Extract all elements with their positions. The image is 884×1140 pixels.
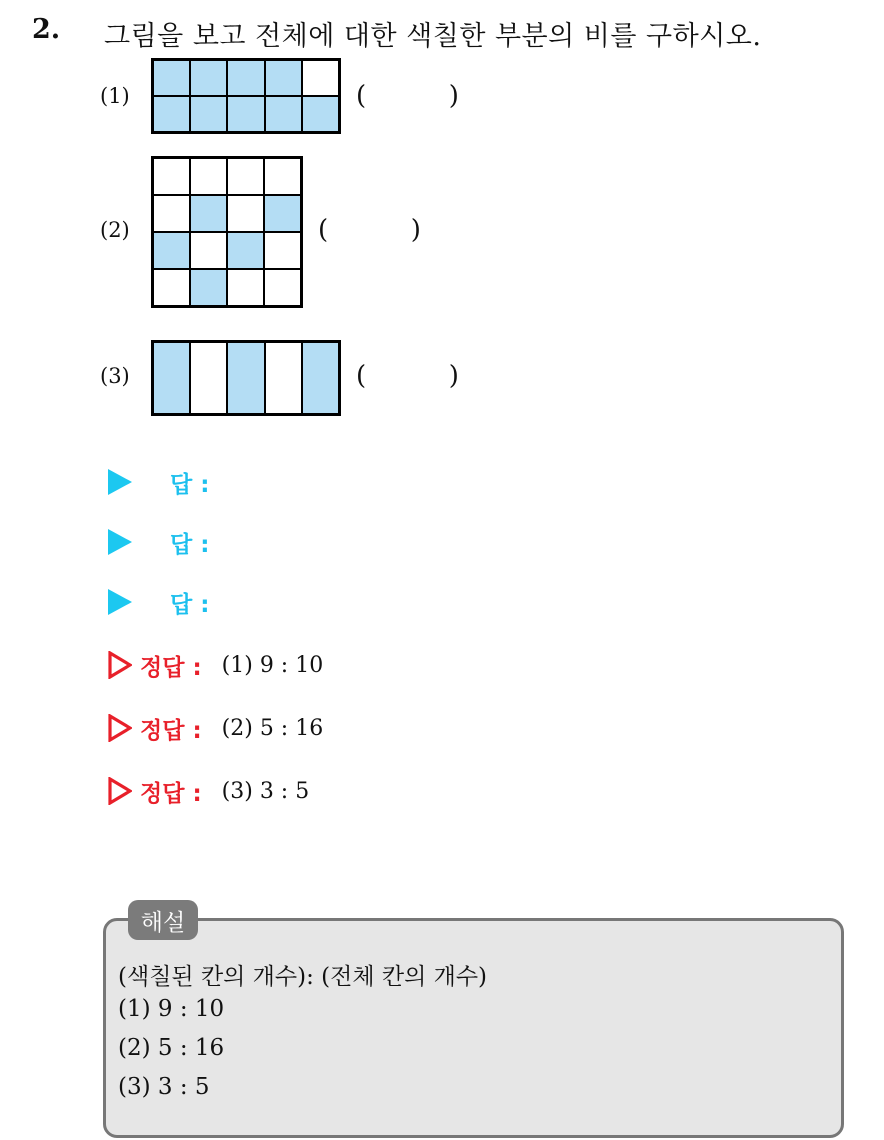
shaded-cell bbox=[227, 60, 264, 96]
question-number: 2. bbox=[32, 14, 61, 45]
explanation-tab: 해설 bbox=[128, 900, 198, 940]
shaded-cell bbox=[227, 342, 264, 414]
problem-3-answer-blank: ( ) bbox=[356, 361, 459, 391]
solution-value: (3) 3 : 5 bbox=[221, 778, 310, 804]
empty-cell bbox=[264, 232, 301, 269]
solution-value: (2) 5 : 16 bbox=[221, 715, 324, 741]
shaded-cell bbox=[190, 195, 227, 232]
explanation-line-1: (색칠된 칸의 개수): (전체 칸의 개수) bbox=[118, 964, 488, 990]
solution-label: 정답 : bbox=[140, 654, 202, 681]
solution-label: 정답 : bbox=[140, 717, 202, 744]
shaded-cell bbox=[153, 96, 190, 132]
explanation-line-3: (2) 5 : 16 bbox=[118, 1035, 225, 1061]
shaded-cell bbox=[190, 269, 227, 306]
problem-1-answer-blank: ( ) bbox=[356, 81, 459, 111]
empty-cell bbox=[153, 269, 190, 306]
answer-label: 답 : bbox=[170, 591, 210, 618]
explanation-line-4: (3) 3 : 5 bbox=[118, 1074, 210, 1100]
empty-cell bbox=[264, 158, 301, 195]
answer-row-3 bbox=[108, 585, 209, 619]
solution-row-2 bbox=[108, 710, 323, 746]
problem-1-label: (1) bbox=[100, 84, 130, 108]
shaded-cell bbox=[153, 60, 190, 96]
solution-row-1 bbox=[108, 647, 323, 683]
empty-cell bbox=[265, 342, 302, 414]
answer-row-1 bbox=[108, 465, 209, 499]
shaded-cell bbox=[153, 342, 190, 414]
solution-label: 정답 : bbox=[140, 780, 202, 807]
empty-cell bbox=[227, 158, 264, 195]
empty-cell bbox=[153, 195, 190, 232]
play-arrow-icon bbox=[108, 529, 132, 555]
outline-arrow-icon bbox=[108, 714, 132, 742]
empty-cell bbox=[227, 269, 264, 306]
problem-2-answer-blank: ( ) bbox=[318, 215, 421, 245]
shaded-cell bbox=[302, 96, 339, 132]
question-text: 그림을 보고 전체에 대한 색칠한 부분의 비를 구하시오. bbox=[104, 21, 762, 52]
outline-arrow-icon bbox=[108, 651, 132, 679]
answer-label: 답 : bbox=[170, 471, 210, 498]
empty-cell bbox=[190, 342, 227, 414]
answer-label: 답 : bbox=[170, 531, 210, 558]
empty-cell bbox=[153, 158, 190, 195]
solution-value: (1) 9 : 10 bbox=[221, 652, 324, 678]
shaded-cell bbox=[265, 96, 302, 132]
explanation-box bbox=[103, 918, 844, 1138]
shaded-cell bbox=[302, 342, 339, 414]
play-arrow-icon bbox=[108, 469, 132, 495]
problem-1-grid bbox=[151, 58, 341, 134]
problem-3-label: (3) bbox=[100, 364, 130, 388]
empty-cell bbox=[302, 60, 339, 96]
solution-row-3 bbox=[108, 773, 309, 809]
empty-cell bbox=[264, 269, 301, 306]
empty-cell bbox=[227, 195, 264, 232]
empty-cell bbox=[190, 232, 227, 269]
shaded-cell bbox=[264, 195, 301, 232]
problem-2-label: (2) bbox=[100, 218, 130, 242]
empty-cell bbox=[190, 158, 227, 195]
outline-arrow-icon bbox=[108, 777, 132, 805]
shaded-cell bbox=[227, 232, 264, 269]
shaded-cell bbox=[227, 96, 264, 132]
answer-row-2 bbox=[108, 525, 209, 559]
shaded-cell bbox=[153, 232, 190, 269]
problem-3-grid bbox=[151, 340, 341, 416]
play-arrow-icon bbox=[108, 589, 132, 615]
problem-2-grid bbox=[151, 156, 303, 308]
shaded-cell bbox=[265, 60, 302, 96]
explanation-line-2: (1) 9 : 10 bbox=[118, 996, 225, 1022]
shaded-cell bbox=[190, 96, 227, 132]
shaded-cell bbox=[190, 60, 227, 96]
